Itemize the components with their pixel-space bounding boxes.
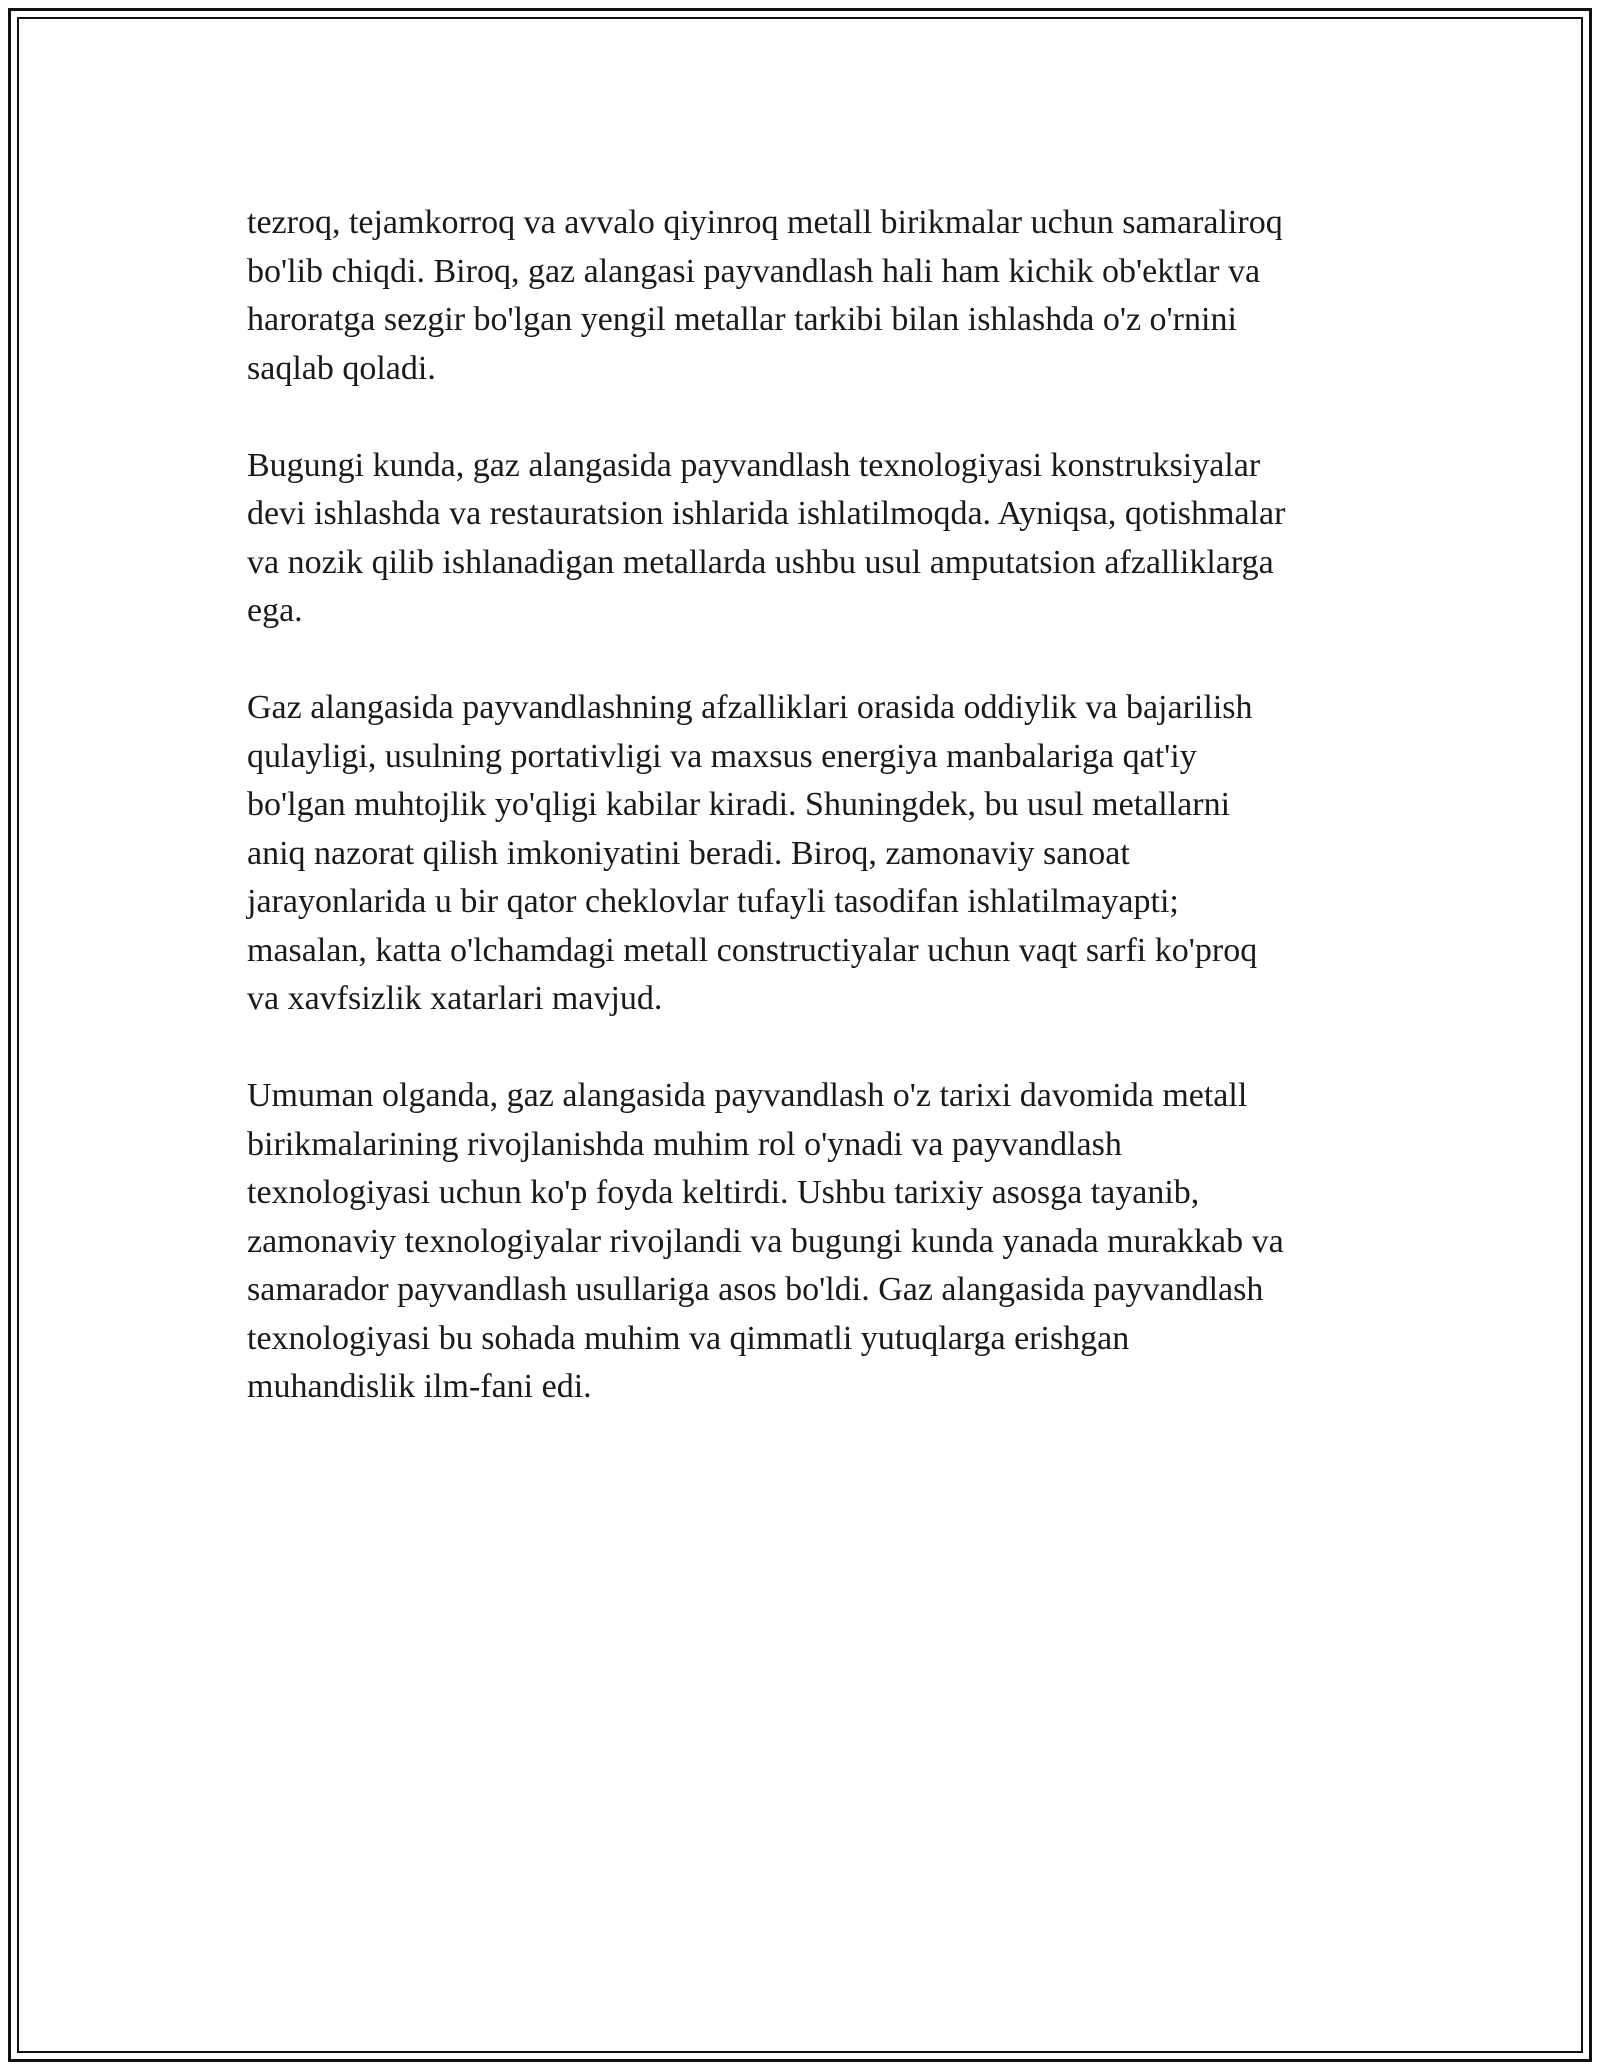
text-line: devi ishlashda va restauratsion ishlarida ishlatilmoqda. Ayniqsa, qotishmalar — [247, 495, 1286, 532]
text-line: masalan, katta o'lchamdagi metall constructiyalar uchun vaqt sarfi ko'proq — [247, 931, 1258, 969]
paragraph-2 — [247, 442, 1407, 636]
text-line: va xavfsizlik xatarlari mavjud. — [247, 980, 663, 1017]
paragraph-3 — [247, 684, 1407, 1024]
text-line: saqlab qoladi. — [247, 349, 436, 387]
text-line: va nozik qilib ishlanadigan metallarda ushbu usul amputatsion afzalliklarga — [247, 543, 1274, 581]
text-line: samarador payvandlash usullariga asos bo'ldi. Gaz alangasida payvandlash — [247, 1271, 1264, 1308]
text-line: jarayonlarida u bir qator cheklovlar tufayli tasodifan ishlatilmayapti; — [247, 883, 1179, 920]
text-line: tezroq, tejamkorroq va avvalo qiyinroq metall birikmalar uchun samaraliroq — [247, 204, 1283, 241]
text-line: qulayligi, usulning portativligi va maxsus energiya manbalariga qat'iy — [247, 737, 1197, 775]
text-line: Umuman olganda, gaz alangasida payvandlash o'z tarixi davomida metall — [247, 1077, 1248, 1114]
text-line: muhandislik ilm-fani edi. — [247, 1368, 592, 1405]
text-line: Gaz alangasida payvandlashning afzalliklari orasida oddiylik va bajarilish — [247, 689, 1253, 726]
text-line: ega. — [247, 592, 303, 629]
paragraph-4 — [247, 1072, 1407, 1412]
text-line: zamonaviy texnologiyalar rivojlandi va bugungi kunda yanada murakkab va — [247, 1222, 1284, 1260]
text-line: haroratga sezgir bo'lgan yengil metallar tarkibi bilan ishlashda o'z o'rnini — [247, 301, 1237, 338]
text-line: bo'lgan muhtojlik yo'qligi kabilar kiradi. Shuningdek, bu usul metallarni — [247, 786, 1231, 823]
text-line: texnologiyasi uchun ko'p foyda keltirdi. Ushbu tarixiy asosga tayanib, — [247, 1174, 1200, 1211]
text-line: birikmalarining rivojlanishda muhim rol o'ynadi va payvandlash — [247, 1125, 1122, 1163]
text-line: bo'lib chiqdi. Biroq, gaz alangasi payvandlash hali ham kichik ob'ektlar va — [247, 252, 1261, 290]
text-line: aniq nazorat qilish imkoniyatini beradi. Biroq, zamonaviy sanoat — [247, 834, 1130, 872]
page-frame — [8, 8, 1592, 2062]
document-body — [247, 199, 1407, 1460]
text-line: texnologiyasi bu sohada muhim va qimmatli yutuqlarga erishgan — [247, 1319, 1130, 1357]
paragraph-1 — [247, 199, 1407, 393]
text-line: Bugungi kunda, gaz alangasida payvandlash texnologiyasi konstruksiyalar — [247, 446, 1261, 484]
